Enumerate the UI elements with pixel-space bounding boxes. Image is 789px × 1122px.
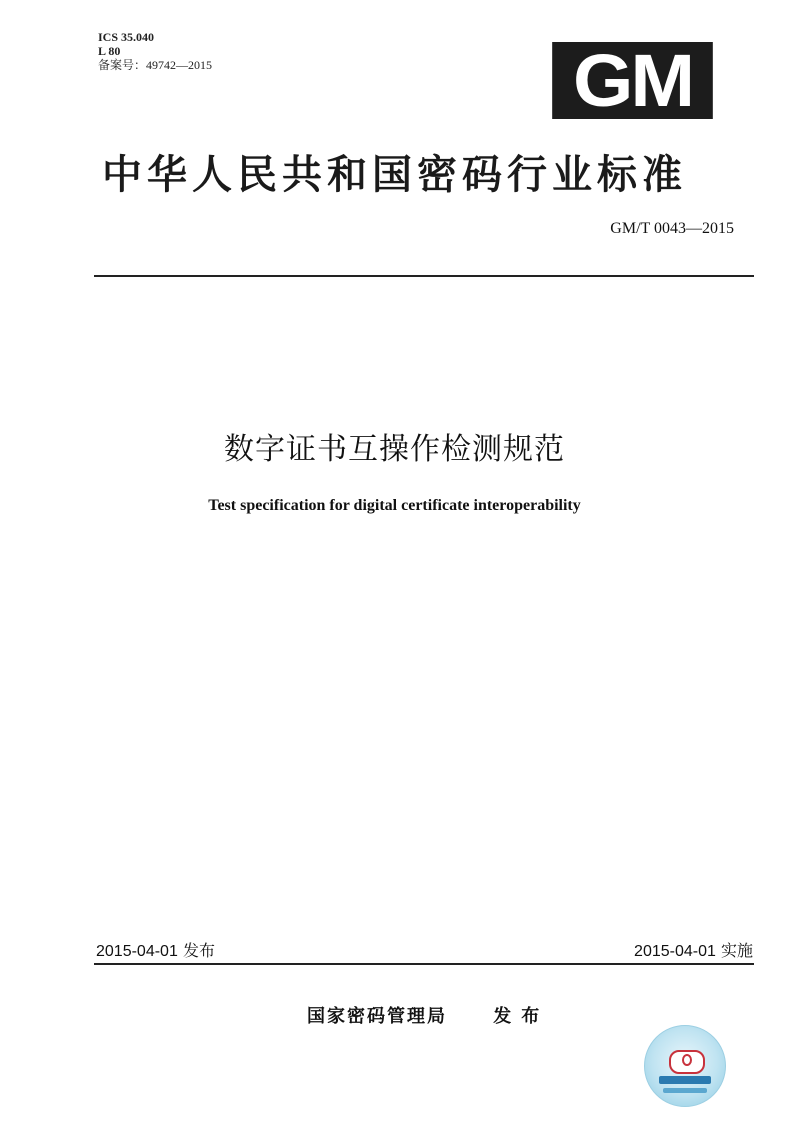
standard-number: GM/T 0043—2015 (610, 220, 734, 237)
standard-category-title: 中华人民共和国密码行业标准 (102, 152, 687, 198)
anti-counterfeit-seal (644, 1025, 726, 1107)
publisher-action: 发布 (493, 1006, 550, 1027)
publisher-name: 国家密码管理局 (307, 1006, 447, 1027)
seal-band (659, 1076, 711, 1084)
document-title-en: Test specification for digital certificate interoperability (208, 497, 581, 514)
issue-date: 2015-04-01 (96, 943, 178, 960)
publisher-line (307, 1002, 549, 1028)
bottom-divider (94, 963, 754, 965)
l-code: L 80 (98, 44, 121, 58)
implement-label: 实施 (720, 941, 753, 960)
seal-band-secondary (663, 1088, 707, 1093)
gm-logo: GM (552, 42, 713, 119)
classification-block (98, 30, 212, 72)
seal-emblem-icon (669, 1050, 705, 1074)
implement-date: 2015-04-01 (634, 943, 716, 960)
ics-code: ICS 35.040 (98, 30, 155, 44)
implement-date-line (634, 938, 753, 961)
top-divider (94, 275, 754, 277)
record-number: 备案号：49742—2015 (98, 58, 213, 72)
document-title-cn: 数字证书互操作检测规范 (224, 432, 565, 467)
issue-date-line (96, 938, 215, 961)
issue-label: 发布 (182, 941, 215, 960)
